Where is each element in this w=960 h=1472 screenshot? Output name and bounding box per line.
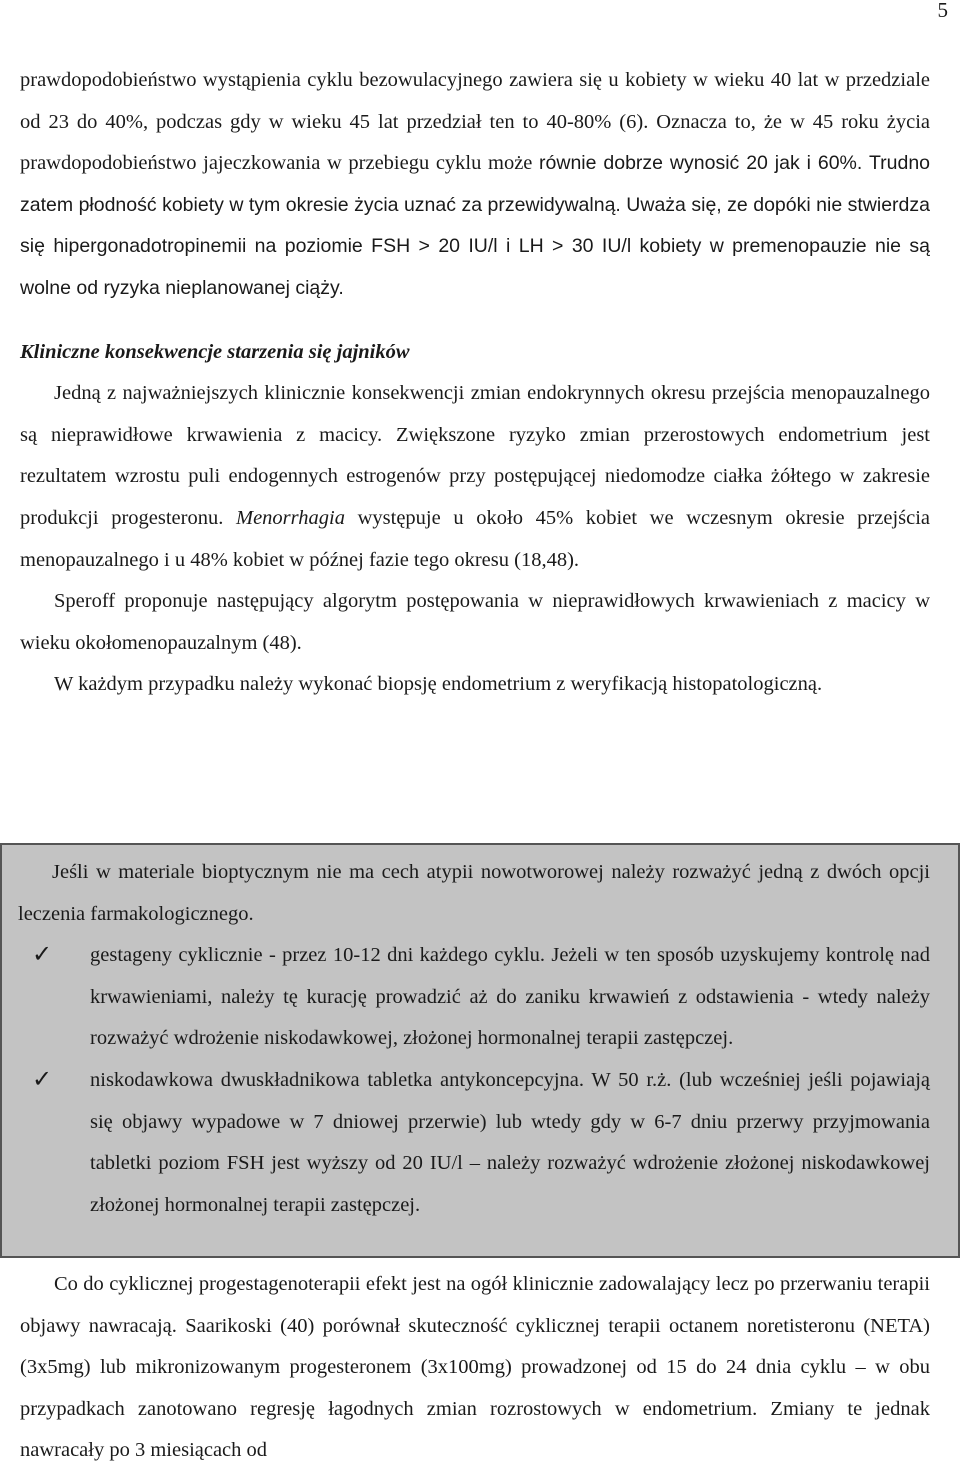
paragraph-bleeding-text: Jedną z najważniejszych klinicznie konsekwencji zmian endokrynnych okresu przejścia menopauzalnego są nieprawidłowe krwawienia z macicy. Zwiększone ryzyko zmian przerostowych endometrium jest rezultatem wzrostu puli endogennych estrogenów przy postępującej niedomodze ciałka żółtego w zakresie produkcji progesteronu. [20,382,930,529]
check-icon: ✓ [32,942,53,969]
intro-text-sans-1: równie dobrze wynosić 20 jak i 60%. [539,152,863,175]
term-menorrhagia: Menorrhagia [236,506,345,529]
page-number: 5 [937,0,948,22]
section-heading: Kliniczne konsekwencje starzenia się jajników [20,340,410,363]
paragraph-speroff: Speroff proponuje następujący algorytm postępowania w nieprawidłowych krwawieniach z macicy w wieku okołomenopauzalnym (48). [20,590,930,654]
list-item [18,935,930,1060]
intro-paragraph [20,60,930,310]
document-body [20,60,930,706]
intro-text-sans-2: Trudno zatem płodność kobiety w tym okresie życia uznać za przewidywalną. Uważa się, ze dopóki nie stwierdza się hipergonadotropinemii na poziomie FSH > 20 IU/l i LH > 30 IU/l kobiety w premenopauzie nie są wolne od ryzyka nieplanowanej ciąży. [20,152,931,299]
paragraph-bleeding [20,373,930,581]
highlighted-intro: Jeśli w materiale bioptycznym nie ma cech atypii nowotworowej należy rozważyć jedną z dwóch opcji leczenia farmakologicznego. [18,861,930,925]
paragraph-progestagen: Co do cyklicznej progestagenoterapii efekt jest na ogół klinicznie zadowalający lecz po przerwaniu terapii objawy nawracają. Saarikoski (40) porównał skuteczność cyklicznej terapii octanem noretisteronu (NETA) (3x5mg) lub mikronizowanym progesteronem (3x100mg) prowadzonej od 15 do 24 dnia cyklu – w obu przypadkach zanotowano regresję łagodnych zmian rozrostowych w endometrium. Zmiany te jednak nawracały po 3 miesiącach od [20,1273,930,1462]
list-item-text: niskodawkowa dwuskładnikowa tabletka antykoncepcyjna. W 50 r.ż. (lub wcześniej jeśli pojawiają się objawy wypadowe w 7 dniowej przerwie) lub wtedy gdy w 6-7 dniu przerwy przyjmowania tabletki poziom FSH jest wyższy od 20 IU/l – należy rozważyć wdrożenie złożonej niskodawkowej złożonej hormonalnej terapii zastępczej. [90,1068,930,1216]
list-item [18,1060,930,1226]
intro-text-serif: prawdopodobieństwo wystąpienia cyklu bezowulacyjnego zawiera się u kobiety w wieku 40 lat w przedziale od 23 do 40%, podczas gdy w wieku 45 lat przedział ten to 40-80% (6). Oznacza to, że w 45 roku życia prawdopodobieństwo jajeczkowania w przebiegu cyklu może [20,69,930,175]
highlighted-box-content [18,852,930,1226]
list-item-text: gestageny cyklicznie - przez 10-12 dni każdego cyklu. Jeżeli w ten sposób uzyskujemy kontrolę nad krwawieniami, należy tę kurację prowadzić aż do zaniku krwawień z odstawienia - wtedy należy rozważyć wdrożenie niskodawkowej, złożonej hormonalnej terapii zastępczej. [90,944,930,1050]
document-body-continued [20,1264,930,1472]
check-icon: ✓ [32,1066,53,1093]
paragraph-biopsy: W każdym przypadku należy wykonać biopsję endometrium z weryfikacją histopatologiczną. [54,673,823,696]
paragraph-bleeding-tail: występuje u około 45% kobiet we wczesnym okresie przejścia menopauzalnego i u 48% kobiet w późnej fazie tego okresu (18,48). [20,506,931,571]
